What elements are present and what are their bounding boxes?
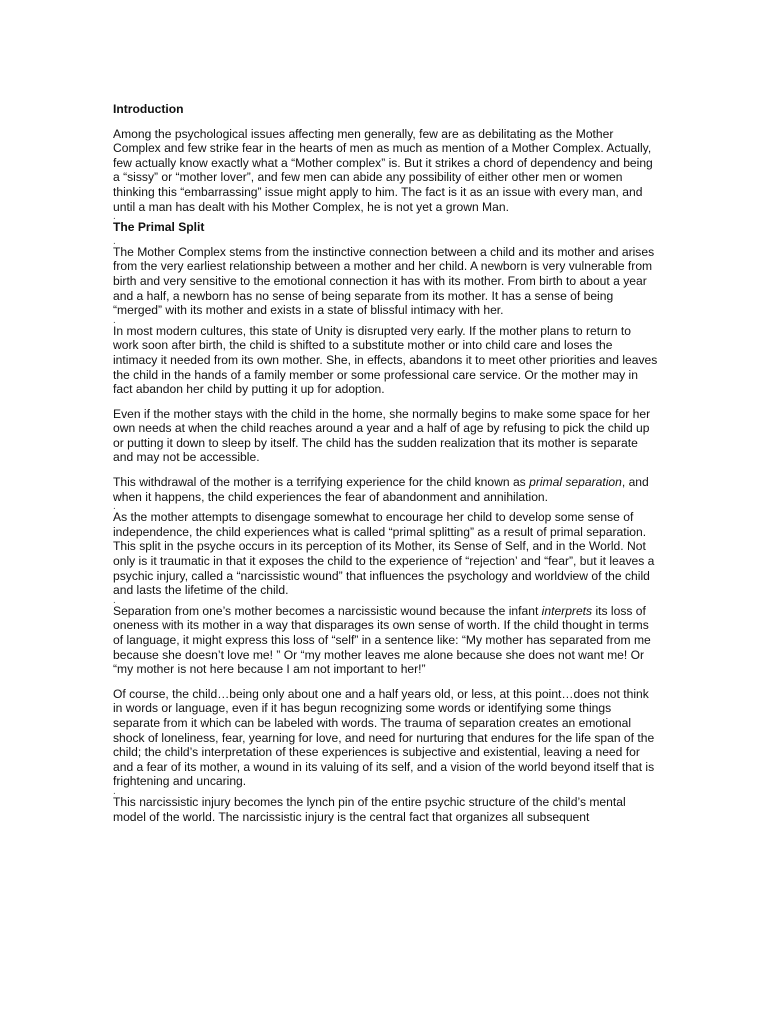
paragraph-6-text-b: its loss of oneness with its mother in a way that disparages its own sense of worth. If the child thought in terms of language, it might express this loss of “self” in a sentence like: “My mother has separated from me because she doesn’t love me! ” Or “my mother leaves me alone because she does not want me! Or “my mother is not here because I am not important to her!”: [113, 603, 651, 677]
separator-dot: .: [113, 594, 116, 606]
paragraph-7: Of course, the child…being only about one and a half years old, or less, at this point…does not think in words or language, even if it has begun recognizing some words or identifying some things separate from it which can be labeled with words. The trauma of separation creates an emotional shock of loneliness, fear, yearning for love, and need for nurturing that endures for the life span of the child; the child’s interpretation of these experiences is subjective and existential, leaving a need for and a fear of its mother, a wound in its valuing of its self, and a vision of the world beyond itself that is frightening and uncaring.: [113, 686, 655, 789]
section-heading: The Primal Split: [113, 220, 205, 235]
separator-dot: .: [113, 314, 116, 326]
document-page: [113, 102, 658, 824]
paragraph-4-text-a: This withdrawal of the mother is a terrifying experience for the child known as: [113, 475, 530, 490]
separator-dot: .: [113, 501, 116, 513]
intro-heading: Introduction: [113, 102, 184, 116]
paragraph-1: The Mother Complex stems from the instinctive connection between a child and its mother and arises from the very earliest relationship between a mother and her child. A newborn is very vulnerable from birth and very sensitive to the emotional connection it has with its mother. From birth to about a year and a half, a newborn has no sense of being separate from its mother. It has a sense of being “merged” with its mother and exists in a state of blissful intimacy with her.: [113, 244, 655, 318]
paragraph-3: Even if the mother stays with the child in the home, she normally begins to make some space for her own needs at when the child reaches around a year and a half of age by refusing to pick the child up or putting it down to sleep by itself. The child has the sudden realization that its mother is separate and may not be accessible.: [113, 406, 651, 465]
paragraph-5: As the mother attempts to disengage somewhat to encourage her child to develop some sense of independence, the child experiences what is called “primal splitting” as a result of primal separation. This split in the psyche occurs in its perception of its Mother, its Sense of Self, and in the World. Not only is it traumatic in that it exposes the child to the experience of “rejection’ and “fear”, but it leaves a psychic injury, called a “narcissistic wound” that influences the psychology and worldview of the child and lasts the lifetime of the child.: [113, 510, 655, 598]
separator-dot: .: [113, 211, 116, 223]
paragraph-4-text-b: , and when it happens, the child experiences the fear of abandonment and annihilation.: [113, 475, 649, 504]
separator-dot: .: [113, 235, 116, 247]
intro-paragraph: Among the psychological issues affecting men generally, few are as debilitating as the Mother Complex and few strike fear in the hearts of men as much as mention of a Mother Complex. Actually, few actually know exactly what a “Mother complex” is. But it strikes a chord of dependency and being a “sissy” or “mother lover”, and few men can abide any possibility of either other men or women thinking this “embarrassing” issue might apply to him. The fact is it as an issue with every man, and until a man has dealt with his Mother Complex, he is not yet a grown Man.: [113, 126, 653, 214]
paragraph-6: [113, 604, 658, 677]
paragraph-2: In most modern cultures, this state of Unity is disrupted very early. If the mother plans to return to work soon after birth, the child is shifted to a substitute mother or into child care and loses the intimacy it needed from its own mother. She, in effects, abandons it to meet other priorities and leaves the child in the hands of a family member or some professional care service. Or the mother may in fact abandon her child by putting it up for adoption.: [113, 323, 658, 397]
paragraph-6-emphasis: interprets: [541, 603, 593, 618]
paragraph-4: [113, 475, 658, 504]
paragraph-8: This narcissistic injury becomes the lynch pin of the entire psychic structure of the child’s mental model of the world. The narcissistic injury is the central fact that organizes all subsequent: [113, 794, 626, 824]
separator-dot: .: [113, 785, 116, 797]
paragraph-4-emphasis: primal separation: [529, 475, 622, 490]
paragraph-6-text-a: Separation from one’s mother becomes a narcissistic wound because the infant: [113, 603, 542, 618]
